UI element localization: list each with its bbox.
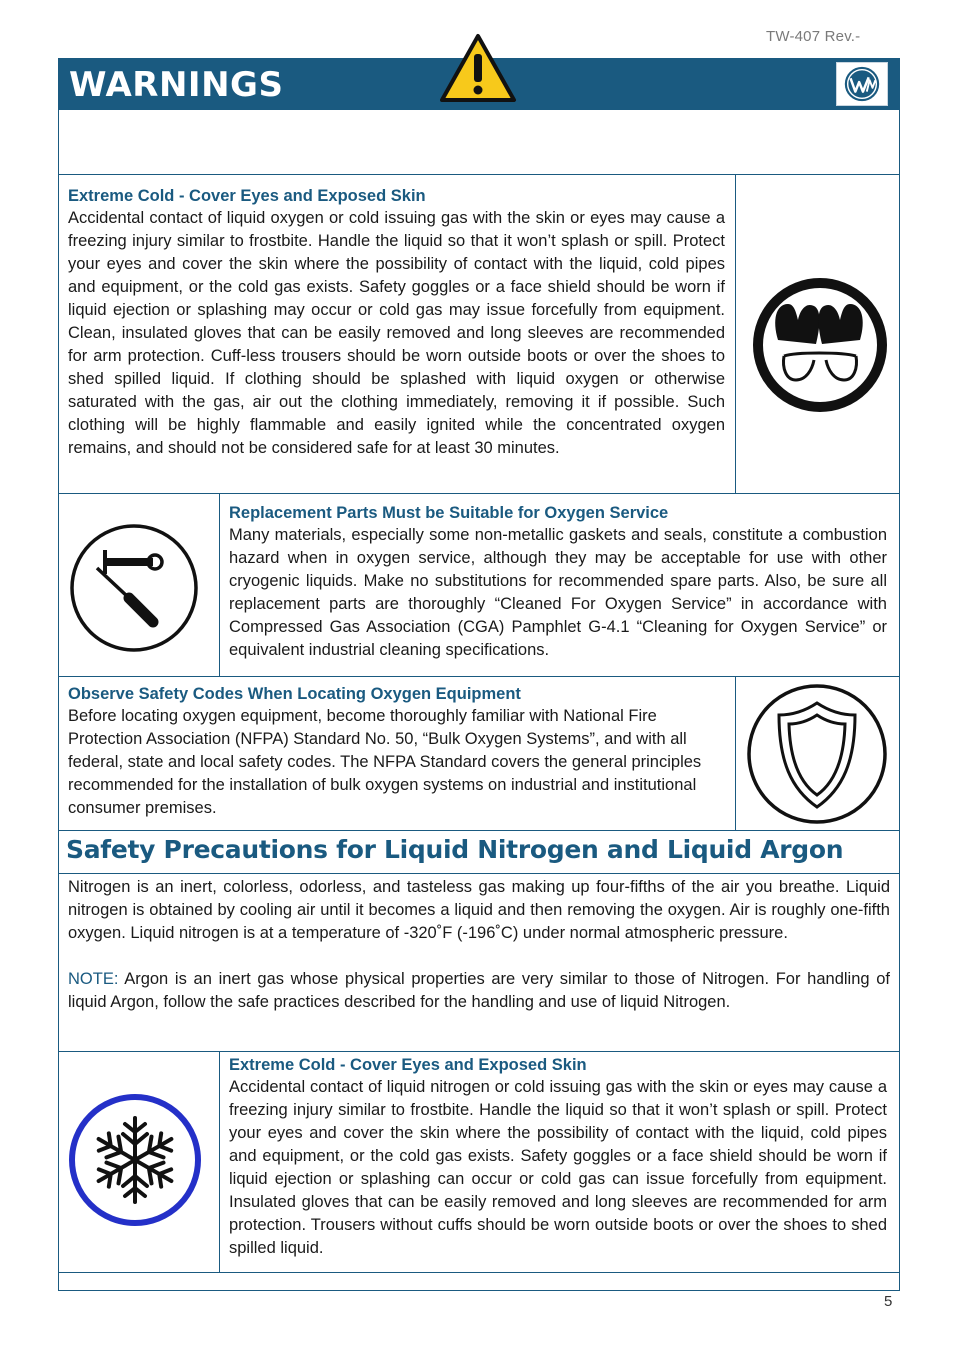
page-title: WARNINGS	[69, 65, 284, 105]
note-label: NOTE:	[68, 970, 119, 988]
footer-spacer	[58, 1273, 900, 1291]
section-nitrogen-heading	[58, 831, 900, 874]
section-title: Observe Safety Codes When Locating Oxygen Equipment	[68, 685, 521, 703]
section-body: Many materials, especially some non-metallic gaskets and seals, constitute a combustion hazard when in oxygen service, although they may be acceptable for use with other cryogenic liquids. Make no substitutions for recommended spare parts. Also, be sure all replacement parts are thoroughly “Cleaned For Oxygen Service” in accordance with Compressed Gas Association (CGA) Pamphlet G-4.1 “Cleaning for Oxygen Service” or equivalent industrial cleaning specifications.	[229, 526, 887, 659]
shield-icon	[745, 681, 889, 827]
section-replacement-parts	[58, 494, 900, 677]
document-number: TW-407 Rev.-	[766, 28, 861, 45]
header-spacer	[58, 110, 900, 175]
company-logo-icon	[836, 62, 888, 106]
snowflake-icon	[67, 1092, 203, 1228]
argon-note	[68, 968, 890, 1014]
section-cold-nitrogen	[58, 1052, 900, 1273]
note-text: Argon is an inert gas whose physical properties are very similar to those of Nitrogen. For handling of liquid Argon, follow the safe practices described for the handling and use of liquid Nitrogen.	[68, 970, 890, 1011]
warning-triangle-icon	[438, 32, 518, 104]
wrench-screwdriver-icon	[67, 522, 201, 654]
section-body: Before locating oxygen equipment, become thoroughly familiar with National Fire Protection Association (NFPA) Standard No. 50, “Bulk Oxygen Systems”, and with all federal, state and local safety codes. The NFPA Standard covers the general principles recommended for the installation of bulk oxygen systems on industrial and institutional consumer premises.	[68, 707, 702, 817]
section-safety-codes	[58, 677, 900, 831]
section-nitrogen-intro	[58, 874, 900, 1052]
section-title: Extreme Cold - Cover Eyes and Exposed Skin	[229, 1056, 587, 1074]
section-cold-oxygen	[58, 175, 900, 494]
section-body: Accidental contact of liquid oxygen or cold issuing gas with the skin or eyes may cause a freezing injury similar to frostbite. Handle the liquid so that it won’t splash or spill. Protect your eyes and cover the skin where the possibility of contact with the liquid, cold pipes and equipment, or the cold gas exists. Safety goggles or a face shield should be worn if liquid ejection or splashing may occur or cold gas may issue forcefully from equipment. Clean, insulated gloves that can be easily removed and long sleeves are recommended for arm protection. Cuff-less trousers should be worn outside boots or over the shoes to shed spilled liquid. If clothing should be splashed with liquid oxygen or otherwise saturated with the gas, air out the clothing immediately, removing it if possible. Such clothing will be highly flammable and easily ignited while the concentrated oxygen remains, and should not be considered safe for at least 30 minutes.	[68, 209, 725, 457]
page-number: 5	[884, 1293, 893, 1310]
section-title: Extreme Cold - Cover Eyes and Exposed Skin	[68, 187, 426, 205]
nitrogen-intro-text: Nitrogen is an inert, colorless, odorless, and tasteless gas making up four-fifths of the air you breathe. Liquid nitrogen is obtained by cooling air until it becomes a liquid and then removing the oxygen. Air is roughly one-fifth oxygen. Liquid nitrogen is at a temperature of -320˚F (-196˚C) under normal atmospheric pressure.	[68, 878, 890, 942]
section-title: Replacement Parts Must be Suitable for Oxygen Service	[229, 504, 669, 522]
section-heading: Safety Precautions for Liquid Nitrogen and Liquid Argon	[66, 835, 844, 864]
section-body: Accidental contact of liquid nitrogen or cold issuing gas with the skin or eyes may cause a freezing injury similar to frostbite. Handle the liquid so that it won’t splash or spill. Protect your eyes and cover the skin where the possibility of contact with the liquid, cold pipes and equipment, or the cold gas exists. Safety goggles or a face shield should be worn if liquid ejection or splashing can occur or cold gas can issue forcefully from equipment. Insulated gloves that can be easily removed and long sleeves are recommended for arm protection. Trousers without cuffs should be worn outside boots or over the shoes to shed spilled liquid.	[229, 1078, 887, 1257]
gloves-goggles-icon	[750, 276, 890, 414]
